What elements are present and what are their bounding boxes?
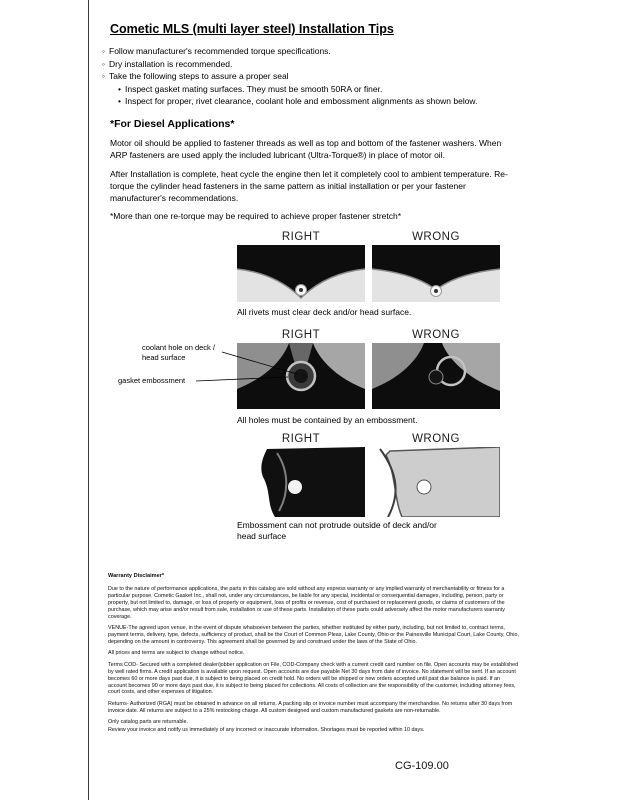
disclaimer-paragraph: Returns- Authorized (RGA) must be obtained in advance on all returns. A packing slip or invoice number must accompany the merchandise. No returns after 30 days from invoice date. All returns are subject to a 25% restocking charge. All custom designed and custom manufactured gaskets are non-returnable.: [108, 700, 513, 714]
list-item-text: • Inspect gasket mating surfaces. They must be smooth 50RA or finer.: [124, 83, 383, 94]
gasket-embossment-callout: gasket embossment: [118, 376, 186, 385]
disclaimer-paragraph: All prices and terms are subject to change without notice.: [108, 650, 245, 657]
list-item-text: • Inspect for proper, rivet clearance, coolant hole and embossment alignments as shown below.: [124, 96, 478, 107]
row3-caption: Embossment can not protrude outside of deck and/or head surface: [237, 520, 437, 542]
diagram-embossment-right: [237, 343, 365, 409]
list-item-text: ◦ Dry installation is recommended.: [109, 58, 233, 69]
diagram-protrusion-right: [237, 447, 365, 517]
row2-wrong-label: WRONG: [412, 329, 460, 341]
hole-not-contained-illustration: [372, 343, 500, 409]
row1-caption: All rivets must clear deck and/or head surface.: [237, 307, 412, 317]
row1-right-label: RIGHT: [281, 231, 321, 243]
diagram-rivet-wrong: [372, 245, 500, 302]
list-item: [102, 45, 522, 58]
row2-right-label: RIGHT: [281, 329, 321, 341]
diagram-rivet-right: [237, 245, 365, 302]
diesel-paragraph-1: Motor oil should be applied to fastener threads as well as top and bottom of the fastener washers. When ARP fasteners are used apply the included lubricant (Ultra-Torque®) in place of motor oil.: [110, 138, 502, 161]
sub-list-item: [118, 83, 522, 96]
disclaimer-paragraph: Review your invoice and notify us immediately of any incorrect or inaccurate information. Shortages must be reported within 10 days.: [108, 726, 425, 733]
list-item: [102, 70, 522, 83]
sub-list-item: [118, 95, 522, 108]
row3-wrong-label: WRONG: [412, 433, 460, 445]
disclaimer-paragraph: Terms COD- Secured with a completed dealer/jobber application on File, COD-Company check with a current credit card number on file. Open accounts may be established by well rated firms. A credit application is available upon request. Open accounts are due payable Net 30 days from date of invoice. No statement will be sent. If an account becomes 60 or more days past due, it is subject to being placed on credit hold. No orders will be shipped or new orders accepted until past due balance is paid. If an account becomes 90 or more days past due, it is subject to being placed for collections. All costs of collection are the responsibility of the customer, including attorney fees, court costs, and other expenses of litigation.: [108, 661, 519, 696]
row2-caption: All holes must be contained by an embossment.: [237, 415, 418, 425]
page-code: CG-109.00: [395, 760, 449, 772]
diagram-protrusion-wrong: [372, 447, 500, 517]
diesel-applications-heading: *For Diesel Applications*: [110, 118, 235, 130]
installation-tips-list: [102, 45, 522, 108]
rivet-touching-illustration: [372, 245, 500, 302]
diagram-embossment-wrong: [372, 343, 500, 409]
disclaimer-paragraph: Due to the nature of performance applications, the parts in this catalog are sold without any express warranty or any implied warranty of merchantability or fitness for a particular purpose. Cometic Gasket Inc., shall not, under any circumstances, be liable for any special, incidental or consequential damages, including, person, party or property, but not limited to, damage, or loss of property or equipment, loss of profits or revenue, cost of purchased or replacement goods, or claims of customers of the purchase, which may arise and/or result from sale, installation or use of these parts. Installation of these parts could adversely affect the motor manufacturers warranty coverage.: [108, 586, 505, 620]
embossment-inside-illustration: [237, 447, 365, 517]
warranty-disclaimer-heading: Warranty Disclaimer*: [108, 573, 165, 579]
list-item-text: ◦ Follow manufacturer's recommended torque specifications.: [109, 46, 331, 56]
page-title: Cometic MLS (multi layer steel) Installation Tips: [110, 22, 394, 36]
warranty-disclaimer: [108, 573, 520, 738]
retorque-note: *More than one re-torque may be required to achieve proper fastener stretch*: [110, 211, 402, 221]
disclaimer-paragraph: VENUE-The agreed upon venue, in the event of dispute whatsoever between the parties, whether instituted by either party, including, but not limited to, contract terms, payment terms, delivery, type, defects, sufficiency of product, shall be the Court of Common Pleas, Lake County, Ohio or the Painesville Municipal Court, Lake County, Ohio, depending on the amount in controversy. This agreement shall be governed by and construed under the laws of the State of Ohio.: [108, 625, 519, 645]
coolant-hole-callout: coolant hole on deck / head surface: [142, 343, 215, 362]
row1-wrong-label: WRONG: [412, 231, 460, 243]
list-item: [102, 58, 522, 71]
rivet-clear-illustration: [237, 245, 365, 302]
hole-contained-illustration: [237, 343, 365, 409]
diesel-paragraph-2: After Installation is complete, heat cycle the engine then let it completely cool to ambient temperature. Re-torque the cylinder head fasteners in the same pattern as initial installation or per your fastener manufacturer's recommendations.: [110, 169, 508, 204]
left-margin-rule: [88, 0, 89, 800]
list-item-text: ◦ Take the following steps to assure a proper seal: [109, 71, 289, 82]
embossment-outside-illustration: [372, 447, 500, 517]
row3-right-label: RIGHT: [281, 433, 321, 445]
disclaimer-paragraph: Only catalog parts are returnable.: [108, 719, 189, 726]
